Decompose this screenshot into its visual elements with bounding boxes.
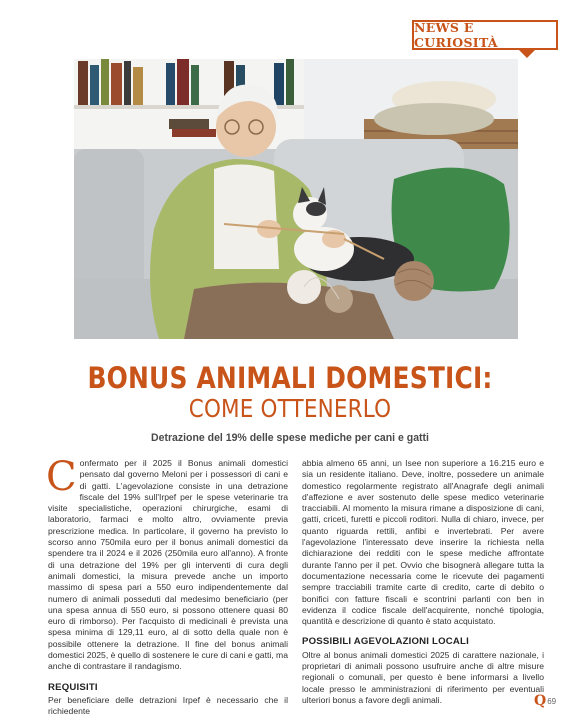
article-paragraph-locali: Oltre al bonus animali domestici 2025 di carattere nazionale, i proprietari di animali possono usufruire anche di altre misure regionali o comunali, per questo è bene informarsi a livello locale presso le amministrazioni di riferimento per eventuali ulteriori bonus a favore degli animali. (302, 649, 544, 705)
article-title-line1: BONUS ANIMALI DOMESTICI: (87, 361, 493, 395)
article-title-line2: COME OTTENERLO (188, 394, 392, 423)
page-number-value: 69 (547, 696, 557, 706)
article-paragraph-requisiti: Per beneficiare delle detrazioni Irpef è necessario che il richiedente (48, 694, 288, 717)
section-badge (412, 20, 558, 50)
article-column-left (46, 454, 288, 718)
article-photo (74, 59, 518, 339)
article-paragraph-continued: abbia almeno 65 anni, un Isee non superiore a 16.215 euro e sia un residente italiano. Deve, inoltre, possedere un animale domestico regolarmente registrato all'Anagrafe degli animali d'affezione e aver sostenuto delle spese medico veterinarie tracciabili. Al momento la misura rimane a disposizione di cani, gatti, criceti, furetti e piccoli roditori. Nulla di chiaro, invece, per quanto riguarda rettili, anfibi e invertebrati. Per avere l'agevolazione l'interessato deve inserire la richiesta nella dichiarazione dei redditi con le spese mediche affrontate durante l'anno per il pet. Ovvio che bisognerà allegare tutta la documentazione necessaria come le ricevute dei pagamenti sempre tracciabili tramite carte di credito, carte di debito o bonifici con fatture fiscali e scontrini parlanti con ben in evidenza il codice fiscale dell'acquirente, nonché tipologia, quantità e descrizione di quanto è stato acquistato. (302, 458, 544, 627)
magazine-q-logo: Q (534, 693, 547, 709)
section-badge-label: NEWS E CURIOSITÀ (414, 20, 498, 50)
page-number (534, 693, 564, 709)
article-paragraph (46, 454, 288, 673)
heading-agevolazioni-locali: POSSIBILI AGEVOLAZIONI LOCALI (302, 636, 469, 648)
paragraph-text: onfermato per il 2025 il Bonus animali domestici pensato dal governo Meloni per i possessori di cani e di gatti. L'agevolazione consiste in una detrazione fiscale del 19% sull'Irpef per le spese veterinarie tra visite specialistiche, operazioni chirurgiche, esami di laboratorio, farmaci e molto altro, ovviamente previa prescrizione medica. In particolare, il governo ha previsto lo scorso anno 750mila euro per il bonus animali domestici da spendere tra il 2024 e il 2026 (250mila euro all'anno). A fronte di una detrazione del 19% per gli interventi di cura degli animali domestici, la misura prevede anche un importo massimo di spesa pari a 550 euro indipendentemente dal numero di animali posseduti dal medesimo beneficiario (per una spesa annua di 550 euro, si possono ottenere quasi 80 euro di rimborso). Per l'acquisto di medicinali è prevista una spesa minima di 129,11 euro, al di sotto della quale non è possibile ottenere la detrazione. Il fine del bonus animali domestici 2025, è quello di sostenere le cure di cani e gatti, ma anche di contrastare il randagismo. (48, 458, 288, 672)
heading-requisiti: REQUISITI (48, 681, 98, 693)
article-column-right (302, 458, 544, 706)
elderly-woman-knitting-with-cat-photo (74, 59, 518, 339)
dropcap-letter: C (46, 454, 77, 500)
article-subtitle: Detrazione del 19% delle spese mediche per cani e gatti (151, 432, 429, 444)
